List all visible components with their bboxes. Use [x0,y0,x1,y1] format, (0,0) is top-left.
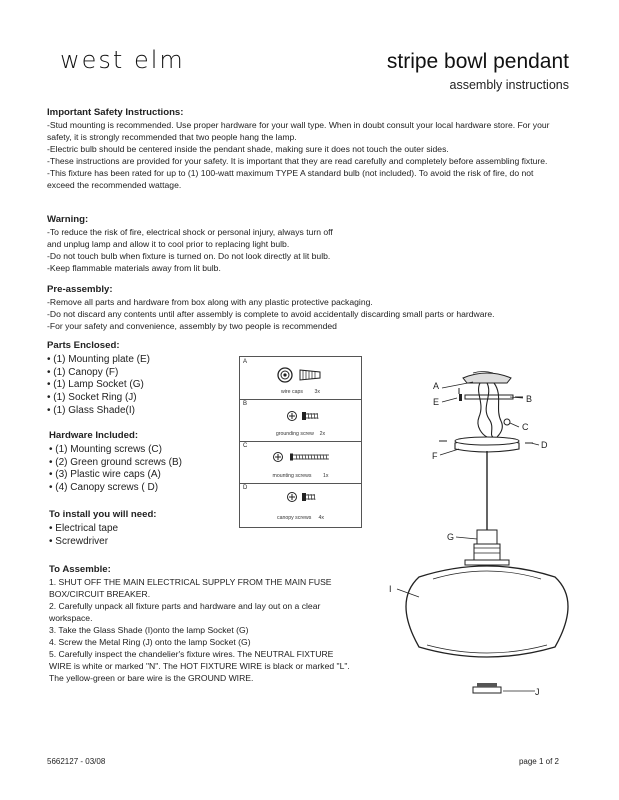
warning-line: -Keep flammable materials away from lit bulb. [47,263,221,273]
assembly-line: 4. Screw the Metal Ring (J) onto the lamp Socket (G) [49,637,251,647]
cell-caption: wire caps 3x [281,389,320,395]
list-item: • (1) Socket Ring (J) [47,392,137,404]
assembly-line: workspace. [49,613,93,623]
assembly-line: 2. Carefully unpack all fixture parts and hardware and lay out on a clear [49,601,321,611]
cell-letter: D [243,485,248,491]
hardware-cell-d [240,483,361,525]
diagram-label-c: C [522,422,529,432]
safety-line: -Electric bulb should be centered inside the pendant shade, making sure it does not touch the outer sides. [47,144,449,154]
cell-letter: B [243,401,248,407]
list-item: • (1) Lamp Socket (G) [47,379,144,391]
assembly-line: BOX/CIRCUIT BREAKER. [49,589,151,599]
cell-caption: grounding screw 2x [275,431,326,437]
safety-line: -These instructions are provided for your safety. It is important that they are read carefully and completely before assembling fixture. [47,156,548,166]
warning-line: -To reduce the risk of fire, electrical shock or personal injury, always turn off [47,227,333,237]
parts-heading: Parts Enclosed: [47,340,120,351]
hardware-cell-b [240,399,361,442]
diagram-label-g: G [447,532,455,542]
brand-logo: west elm [60,46,185,74]
diagram-label-i: I [389,584,392,594]
diagram-label-a: A [433,381,440,391]
preassembly-line: -Do not discard any contents until after assembly is complete to avoid accidentally discarding small parts or hardware. [47,309,495,319]
list-item: • (1) Canopy (F) [47,366,119,378]
diagram-label-d: D [541,440,548,450]
safety-heading: Important Safety Instructions: [47,107,184,118]
assembly-line: 3. Take the Glass Shade (I)onto the lamp Socket (G) [49,625,249,635]
assembly-line: The yellow-green or bare wire is the GROUND WIRE. [49,673,254,683]
preassembly-section [47,283,557,332]
list-item: • (1) Glass Shade(I) [47,404,135,416]
document-code: 5662127 - 03/08 [47,757,106,766]
list-item: • (4) Canopy screws ( D) [49,482,159,494]
page-subtitle: assembly instructions [449,78,569,92]
diagram-label-e: E [433,397,440,407]
hardware-list [49,430,182,495]
hardware-heading: Hardware Included: [49,430,139,441]
warning-line: and unplug lamp and allow it to cool prior to replacing light bulb. [47,239,290,249]
parts-list [47,340,150,418]
assembly-section [49,563,379,684]
diagram-label-f: F [432,451,438,461]
page-title: stripe bowl pendant [386,50,569,73]
diagram-label-j: J [535,687,540,697]
assembly-line: WIRE is white or marked "N". The HOT FIXTURE WIRE is black or marked "L". [49,661,350,671]
cell-letter: A [243,359,248,365]
list-item: • (3) Plastic wire caps (A) [49,469,161,481]
preassembly-line: -Remove all parts and hardware from box along with any plastic protective packaging. [47,297,373,307]
hardware-table [239,356,362,528]
assembly-line: 1. SHUT OFF THE MAIN ELECTRICAL SUPPLY FROM THE MAIN FUSE [49,577,332,587]
safety-line: -Stud mounting is recommended. Use proper hardware for your wall type. When in doubt consult your local hardware store. For your safety, it is strongly recommended that two people hang the lamp. [47,120,550,142]
preassembly-line: -For your safety and convenience, assembly by two people is recommended [47,321,337,331]
cell-caption: canopy screws 4x [277,515,324,521]
tools-list [49,509,157,548]
list-item: • (2) Green ground screws (B) [49,456,182,468]
cell-caption: mounting screws 1x [272,473,329,479]
list-item: • (1) Mounting plate (E) [47,353,150,365]
hardware-cell-c [240,441,361,484]
cell-letter: C [243,443,248,449]
assembly-heading: To Assemble: [49,564,111,575]
preassembly-heading: Pre-assembly: [47,284,113,295]
tools-heading: To install you will need: [49,509,157,520]
list-item: • Electrical tape [49,522,119,534]
page-number: page 1 of 2 [518,757,559,766]
safety-line: -This fixture has been rated for up to (1) 100-watt maximum TYPE A standard bulb (not included). To avoid the risk of fire, do not exceed the recommended wattage. [47,168,534,190]
list-item: • Screwdriver [49,535,109,547]
warning-line: -Do not touch bulb when fixture is turned on. Do not look directly at lit bulb. [47,251,331,261]
list-item: • (1) Mounting screws (C) [49,443,162,455]
warning-section [47,213,557,274]
safety-section [47,106,557,191]
diagram-label-b: B [526,394,533,404]
assembly-line: 5. Carefully inspect the chandelier's fixture wires. The NEUTRAL FIXTURE [49,649,334,659]
warning-heading: Warning: [47,214,89,225]
pendant-diagram [385,365,585,710]
hardware-cell-a [240,357,361,400]
